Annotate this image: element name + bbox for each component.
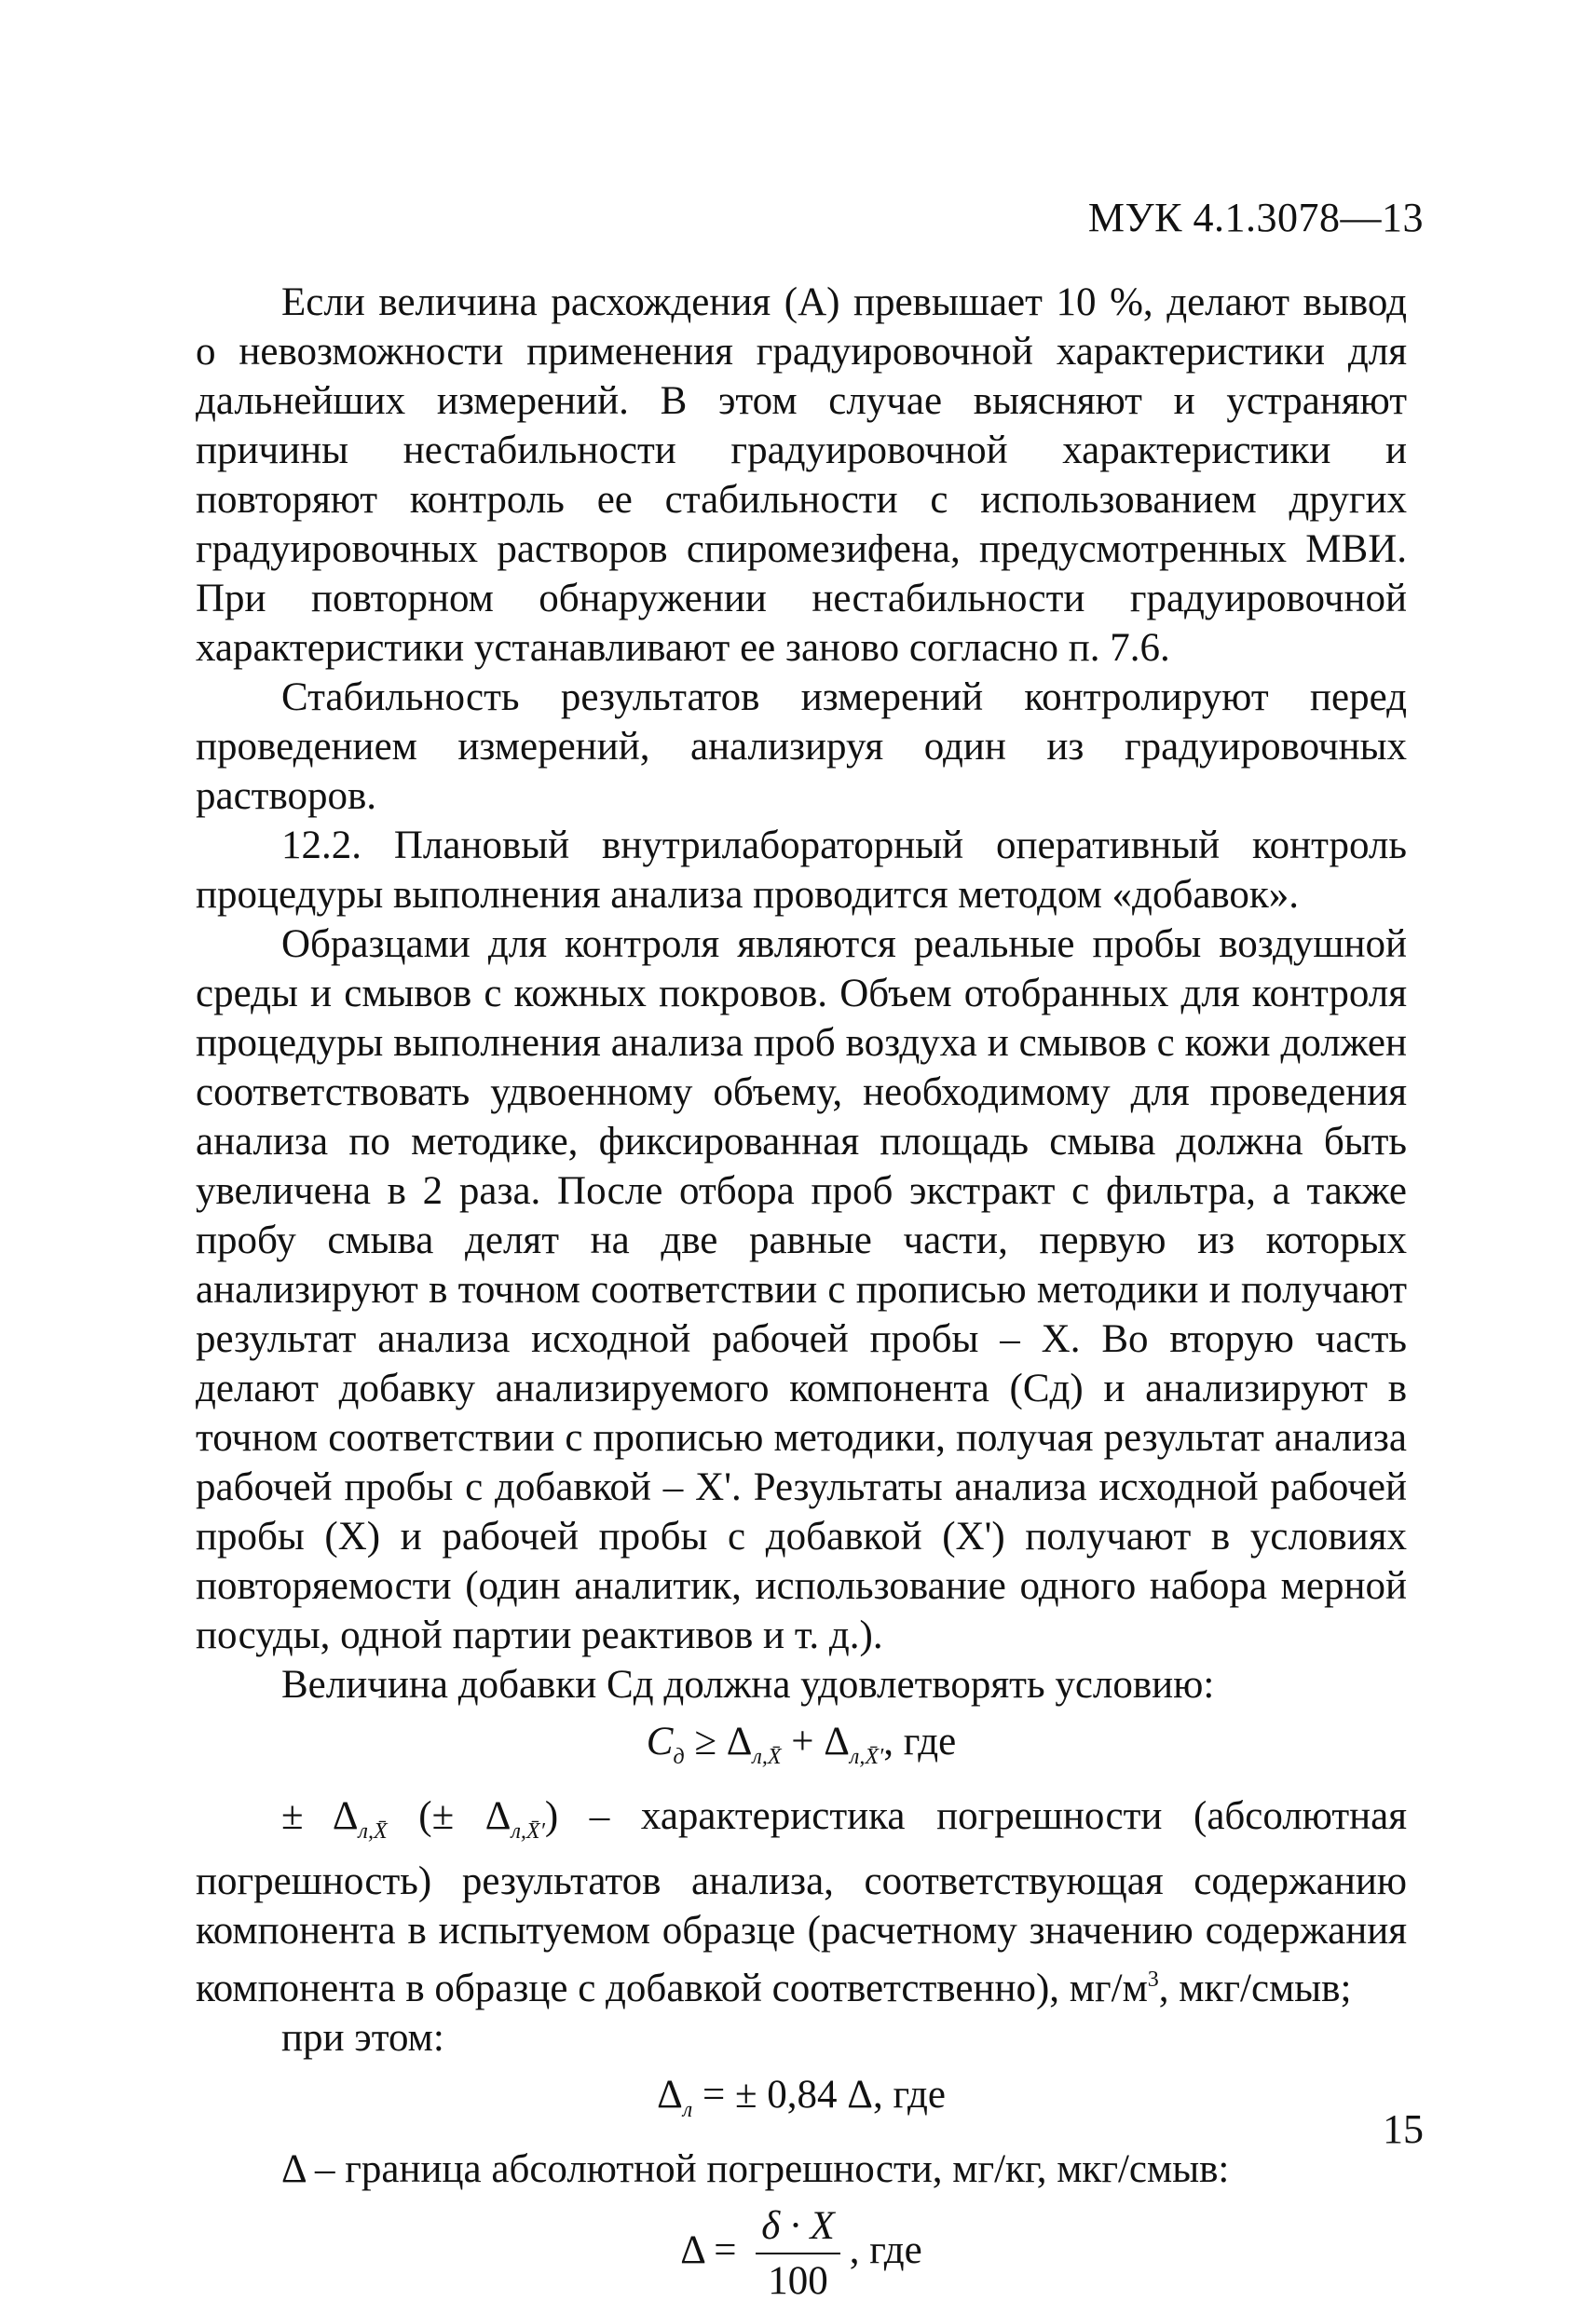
formula3-lhs: Δ =: [680, 2227, 737, 2272]
document-code: МУК 4.1.3078—13: [1087, 195, 1424, 240]
formula3-fraction: [756, 2201, 840, 2306]
formula2-lhs: Δ: [657, 2073, 683, 2117]
formula-tail: , где: [883, 1720, 957, 1763]
paragraph-stability: Стабильность результатов измерений контролируют перед проведением измерений, анализируя один из градуировочных растворов.: [196, 675, 1407, 818]
def-pm2: (± Δ: [418, 1794, 512, 1838]
at-this-line: при этом:: [281, 2016, 444, 2060]
formula-sub1: л,X̄: [752, 1745, 782, 1769]
formula2-rhs: = ± 0,84 Δ, где: [692, 2073, 946, 2117]
formula2-lhs-sub: л: [682, 2098, 693, 2122]
formula3-tail: , где: [849, 2227, 922, 2272]
def-text-end: , мкг/смыв;: [1158, 1967, 1352, 2010]
formula-sub2: л,X̄′: [849, 1745, 884, 1769]
paragraph-section-12-2: 12.2. Плановый внутрилабораторный оперативный контроль процедуры выполнения анализа проводится методом «добавок».: [196, 824, 1407, 917]
page-number: 15: [1383, 2106, 1424, 2152]
formula-delta-l: [196, 2070, 1407, 2135]
def-text: – характеристика погрешности (абсолютная погрешность) результатов анализа, соответствующая содержанию компонента в испытуемом образце (расчетному значению содержания компонента в образце с добавкой соответственно), мг/м: [196, 1794, 1407, 2010]
formula-delta: [196, 2201, 1407, 2306]
formula-lhs-sub: д: [673, 1745, 685, 1769]
delta-definition: Δ – граница абсолютной погрешности, мг/кг, мкг/смыв:: [281, 2147, 1230, 2191]
def-pm1: ± Δ: [281, 1794, 359, 1838]
formula3-numerator: δ · X: [756, 2201, 840, 2254]
def-close: ): [544, 1794, 559, 1838]
formula-lhs: C: [646, 1720, 674, 1763]
page-body: [196, 278, 1407, 2315]
formula-op: ≥ Δ: [684, 1720, 753, 1763]
paragraph-error-definition: [196, 1791, 1407, 2013]
paragraph-additive-condition: Величина добавки Cд должна удовлетворять условию:: [281, 1663, 1215, 1707]
paragraph-divergence: Если величина расхождения (A) превышает 10 %, делают вывод о невозможности применения градуировочной характеристики для дальнейших измерений. В этом случае выясняют и устраняют причины нестабильности градуировочной характеристики и повторяют контроль ее стабильности с использованием других градуировочных растворов спиромезифена, предусмотренных МВИ. При повторном обнаружении нестабильности градуировочной характеристики устанавливают ее заново согласно п. 7.6.: [196, 280, 1407, 670]
def-sub2: л,X̄′: [511, 1819, 545, 1844]
formula3-denominator: 100: [768, 2259, 828, 2303]
def-sup: 3: [1147, 1968, 1159, 1992]
formula-additive-condition: [196, 1717, 1407, 1782]
paragraph-samples: Образцами для контроля являются реальные пробы воздушной среды и смывов с кожных покровов. Объем отобранных для контроля процедуры выполнения анализа проб воздуха и смывов с кожи должен соответствовать удвоенному объему, необходимому для проведения анализа по методике, фиксированная площадь смыва должна быть увеличена в 2 раза. После отбора проб экстракт с фильтра, а также пробу смыва делят на две равные части, первую из которых анализируют в точном соответствии с прописью методики и получают результат анализа исходной рабочей пробы – X. Во вторую часть делают добавку анализируемого компонента (Cд) и анализируют в точном соответствии с прописью методики, получая результат анализа рабочей пробы с добавкой – X'. Результаты анализа исходной рабочей пробы (X) и рабочей пробы с добавкой (X') получают в условиях повторяемости (один аналитик, использование одного набора мерной посуды, одной партии реактивов и т. д.).: [196, 922, 1407, 1657]
formula-plus: + Δ: [781, 1720, 850, 1763]
def-sub1: л,X̄: [358, 1819, 388, 1844]
